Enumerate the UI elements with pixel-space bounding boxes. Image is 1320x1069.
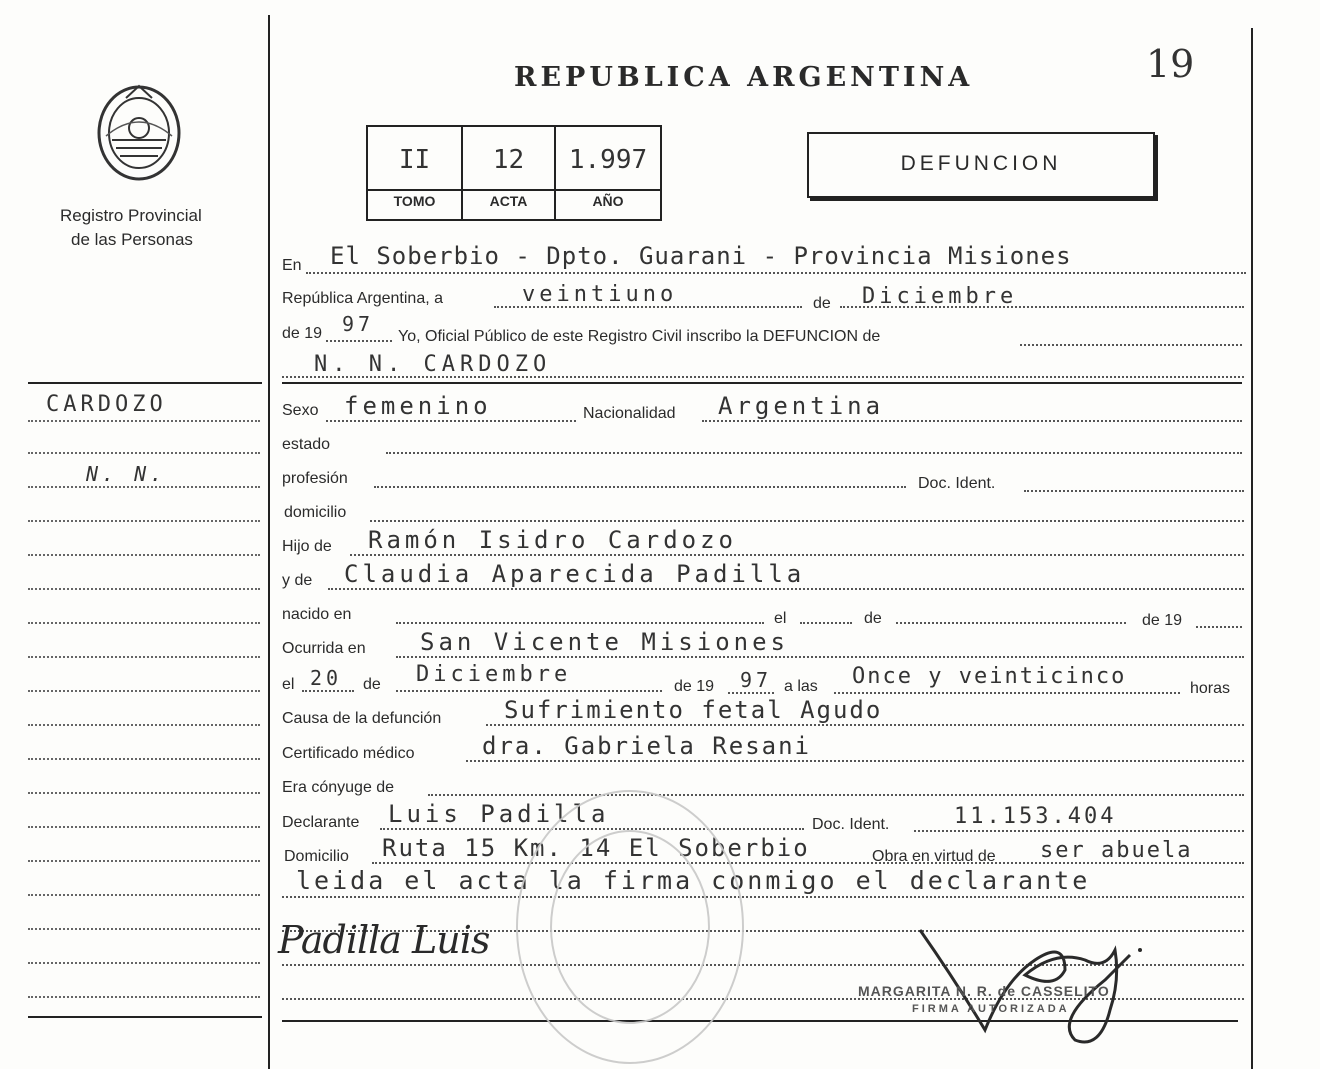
nacionalidad-value: Argentina (718, 392, 885, 420)
registry-name-line1: Registro Provincial (60, 206, 202, 225)
nacido-de-label: de (864, 610, 882, 627)
sidebar-line (28, 452, 260, 454)
official-seal-icon (516, 790, 744, 1064)
acta-label: ACTA (489, 193, 528, 209)
page-title: REPUBLICA ARGENTINA (514, 62, 974, 93)
sidebar-line (28, 826, 260, 828)
domicilio2-label: Domicilio (284, 848, 349, 865)
de19b-label: de 19 (1142, 612, 1183, 629)
death-year: 97 (740, 668, 773, 692)
volume-box (366, 125, 662, 221)
sidebar-bottom-rule (28, 1016, 262, 1018)
nacido-label: nacido en (282, 606, 352, 623)
sidebar-line (28, 486, 260, 488)
de2-label: de (363, 676, 381, 693)
doc-ident2-line (914, 830, 1244, 832)
father-line (350, 554, 1244, 556)
en-line (306, 272, 1246, 274)
month-value: Diciembre (862, 284, 1018, 309)
doc-ident-line (1024, 490, 1244, 492)
day-line (494, 306, 802, 308)
year-line (326, 340, 392, 342)
domicilio-line (370, 520, 1244, 522)
hour-line (834, 692, 1180, 694)
doc-ident2-value: 11.153.404 (954, 804, 1117, 829)
sidebar-line (28, 520, 260, 522)
el-label: el (774, 610, 787, 627)
sidebar-line (28, 420, 260, 422)
nacido-de-line (896, 622, 1126, 624)
left-column-divider (268, 15, 270, 1069)
nacionalidad-line (702, 420, 1242, 422)
oficial-text: Yo, Oficial Público de este Registro Civil inscribo la DEFUNCION de (398, 328, 881, 345)
de19b-line (1196, 626, 1242, 628)
conyuge-label: Era cónyuge de (282, 779, 395, 796)
causa-line (486, 724, 1244, 726)
hijo-label: Hijo de (282, 538, 332, 555)
page-number: 19 (1146, 42, 1195, 86)
sidebar-line (28, 690, 260, 692)
oficial-line (1020, 344, 1242, 346)
republica-label: República Argentina, a (282, 290, 443, 307)
de-label: de (813, 295, 831, 312)
ano-cell (556, 127, 660, 219)
yde-label: y de (282, 572, 313, 589)
certificado-label: Certificado médico (282, 745, 415, 762)
act-type-label: DEFUNCION (900, 152, 1062, 175)
day-value: veintiuno (522, 282, 678, 307)
death-day-line (302, 690, 354, 692)
profesion-label: profesión (282, 470, 348, 487)
certificado-value: dra. Gabriela Resani (482, 732, 811, 760)
sidebar-surname: CARDOZO (46, 392, 167, 417)
ocurrida-value: San Vicente Misiones (420, 628, 789, 656)
death-month: Diciembre (416, 662, 572, 687)
sidebar-line (28, 894, 260, 896)
el2-label: el (282, 676, 295, 693)
official-name: MARGARITA N. R. de CASSELITO (858, 983, 1110, 999)
acta-value: 12 (492, 145, 525, 175)
sidebar-line (28, 928, 260, 930)
registry-name-line2: de las Personas (71, 230, 193, 249)
de1997-label: de 19 (674, 678, 715, 695)
tomo-cell (368, 127, 463, 219)
causa-value: Sufrimiento fetal Agudo (504, 696, 883, 724)
right-border (1251, 28, 1253, 1069)
nacido-line (396, 622, 764, 624)
alas-label: a las (784, 678, 818, 695)
obra-value: ser abuela (1040, 838, 1193, 863)
declarante-value: Luis Padilla (388, 800, 610, 828)
en-label: En (282, 257, 302, 274)
death-year-line (728, 692, 774, 694)
volume-box-divider (368, 189, 660, 191)
hour-value: Once y veinticinco (852, 664, 1127, 689)
deceased-line (282, 376, 1244, 378)
de19-label: de 19 (282, 325, 323, 342)
estado-line (386, 452, 1242, 454)
nacionalidad-label: Nacionalidad (583, 405, 676, 422)
sidebar-line (28, 996, 260, 998)
closing-text: leida el acta la firma conmigo el declarante (296, 866, 1091, 895)
horas-label: horas (1190, 680, 1231, 697)
domicilio-label: domicilio (284, 504, 347, 521)
misiones-crest-icon (92, 78, 186, 188)
sexo-line (326, 420, 576, 422)
sidebar-line (28, 622, 260, 624)
sidebar-given-name: N. N. (86, 462, 167, 486)
doc-ident2-label: Doc. Ident. (812, 816, 890, 833)
conyuge-line (428, 794, 1244, 796)
sidebar-line (28, 860, 260, 862)
sidebar-line (28, 588, 260, 590)
ocurrida-line (396, 656, 1244, 658)
year-value: 97 (342, 312, 375, 336)
official-seal-inner-ring (550, 830, 710, 1024)
sidebar-line (28, 758, 260, 760)
mother-value: Claudia Aparecida Padilla (344, 560, 806, 588)
domicilio2-line (372, 862, 1244, 864)
sidebar-line (28, 724, 260, 726)
death-day: 20 (310, 666, 343, 690)
ocurrida-label: Ocurrida en (282, 640, 366, 657)
doc-ident-label: Doc. Ident. (918, 475, 996, 492)
official-title: FIRMA AUTORIZADA (912, 1003, 1070, 1015)
act-type-box (807, 132, 1155, 198)
obra-label: Obra en virtud de (872, 848, 996, 865)
sidebar-top-rule (28, 382, 262, 384)
father-value: Ramón Isidro Cardozo (368, 526, 737, 554)
declarante-label: Declarante (282, 814, 360, 831)
tomo-label: TOMO (393, 193, 436, 209)
en-value: El Soberbio - Dpto. Guarani - Provincia Misiones (330, 242, 1072, 270)
causa-label: Causa de la defunción (282, 710, 442, 727)
deceased-name: N. N. CARDOZO (314, 352, 552, 377)
death-month-line (396, 690, 662, 692)
sexo-value: femenino (344, 392, 492, 420)
el-line (800, 622, 852, 624)
tomo-value: II (398, 145, 431, 175)
domicilio2-value: Ruta 15 Km. 14 El Soberbio (382, 834, 810, 862)
acta-cell (463, 127, 556, 219)
declarant-signature: Padilla Luis (278, 918, 490, 962)
sidebar-line (28, 554, 260, 556)
sidebar-line (28, 962, 260, 964)
mother-line (328, 588, 1244, 590)
ano-value: 1.997 (568, 145, 648, 175)
estado-label: estado (282, 436, 331, 453)
profesion-line (374, 486, 906, 488)
sidebar-line (28, 656, 260, 658)
sexo-label: Sexo (282, 402, 319, 419)
ano-label: AÑO (592, 193, 624, 209)
form-rule-top (282, 382, 1242, 384)
sidebar-line (28, 792, 260, 794)
certificado-line (466, 760, 1244, 762)
month-line (840, 306, 1244, 308)
closing-line (282, 896, 1244, 898)
